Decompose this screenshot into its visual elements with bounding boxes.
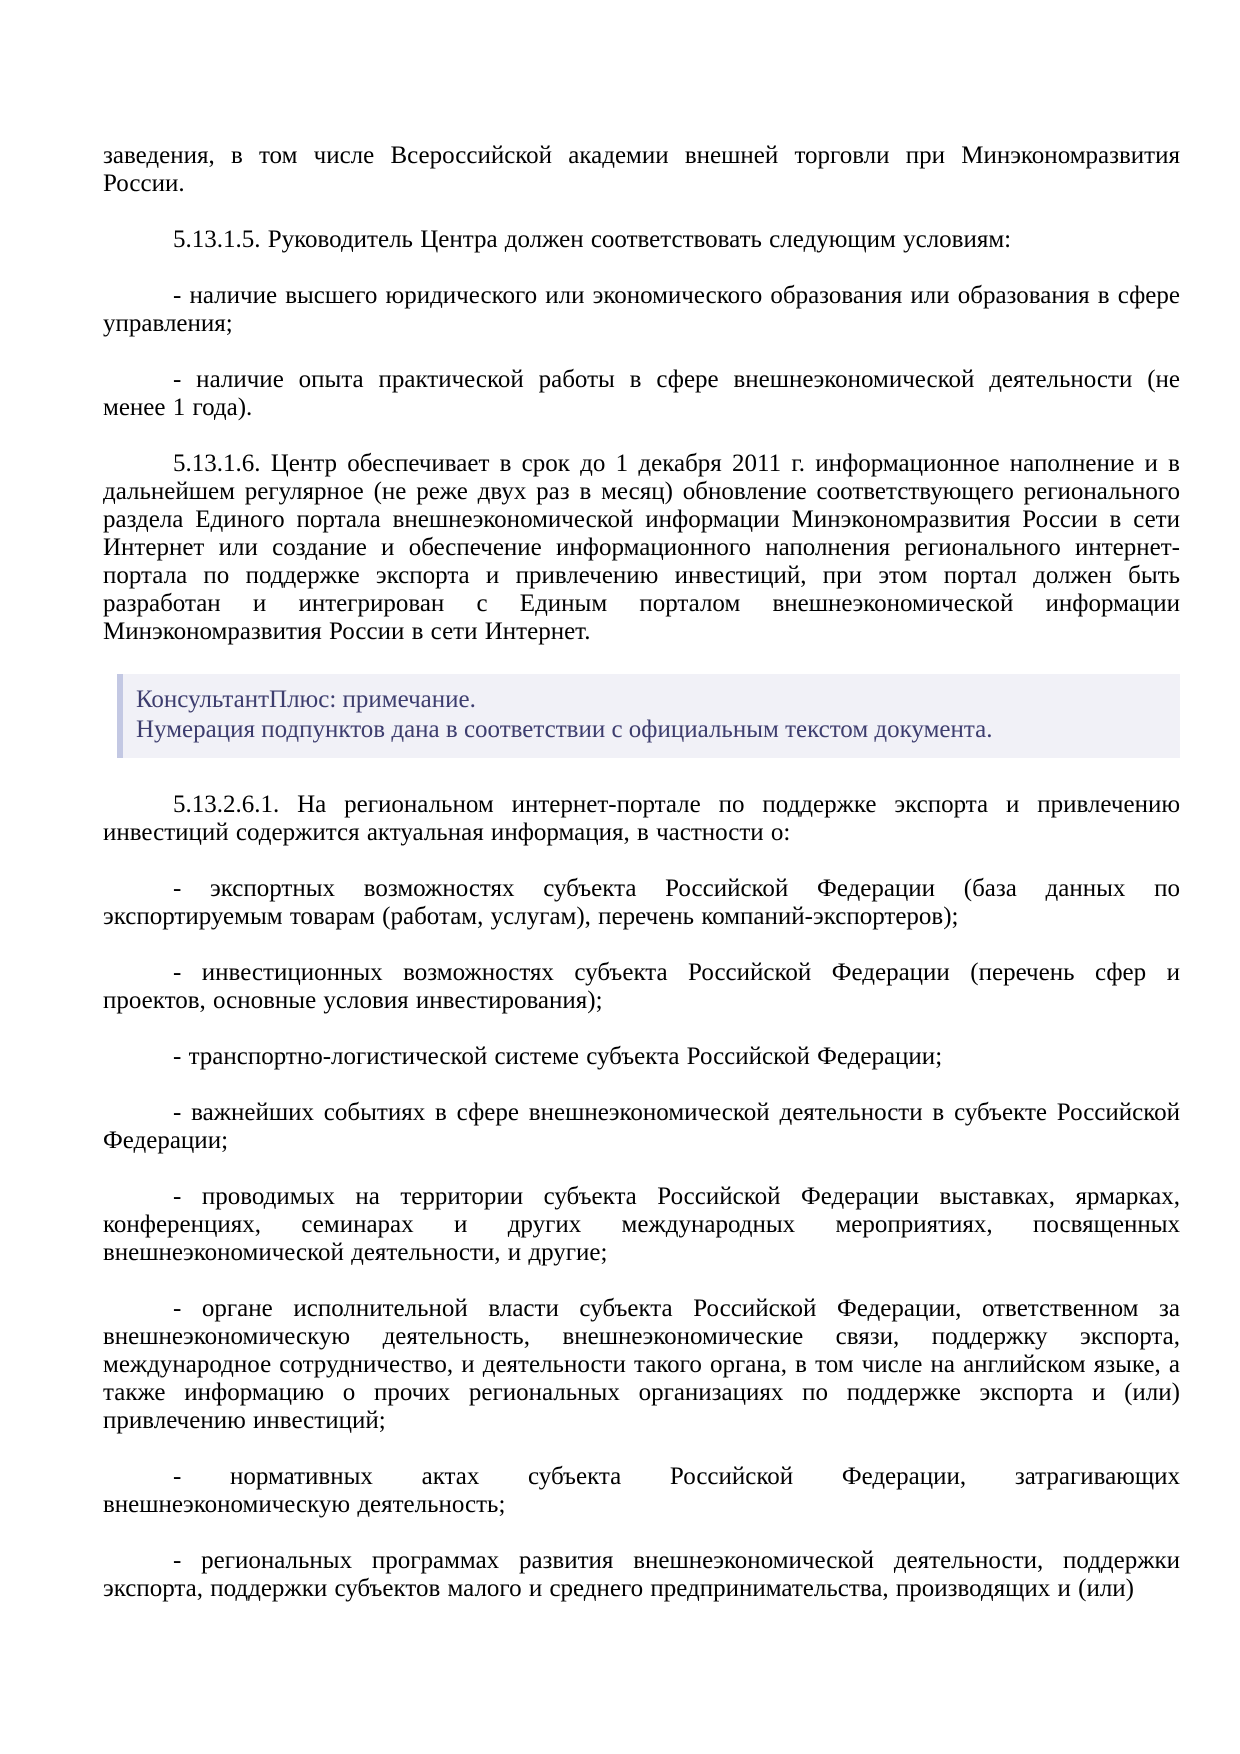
paragraph-list-item: - экспортных возможностях субъекта Российской Федерации (база данных по экспортируемым товарам (работам, услугам), перечень компаний-экспортеров); [103,875,1180,930]
paragraph-continuation: заведения, в том числе Всероссийской академии внешней торговли при Минэкономразвития России. [103,142,1180,197]
paragraph-5-13-1-5: 5.13.1.5. Руководитель Центра должен соответствовать следующим условиям: [173,226,1012,253]
paragraph-5-13-2-6-1: 5.13.2.6.1. На региональном интернет-портале по поддержке экспорта и привлечению инвестиций содержится актуальная информация, в частности о: [103,791,1180,846]
paragraph-list-item: - инвестиционных возможностях субъекта Российской Федерации (перечень сфер и проектов, основные условия инвестирования); [103,959,1180,1014]
paragraph-list-item: - наличие опыта практической работы в сфере внешнеэкономической деятельности (не менее 1 года). [103,366,1180,421]
document-body [103,142,1180,1603]
consultant-plus-note-box [117,674,1180,758]
paragraph-list-item: - проводимых на территории субъекта Российской Федерации выставках, ярмарках, конференциях, семинарах и других международных мероприятиях, посвященных внешнеэкономической деятельности, и другие; [103,1183,1180,1266]
paragraph-list-item-truncated: - региональных программах развития внешнеэкономической деятельности, поддержки экспорта, поддержки субъектов малого и среднего предпринимательства, производящих и (или) [103,1547,1180,1602]
paragraph-list-item: - органе исполнительной власти субъекта Российской Федерации, ответственном за внешнеэкономическую деятельность, внешнеэкономические связи, поддержку экспорта, международное сотрудничество, и деятельности такого органа, в том числе на английском языке, а также информацию о прочих региональных организациях по поддержке экспорта и (или) привлечению инвестиций; [103,1295,1180,1434]
paragraph-5-13-1-6: 5.13.1.6. Центр обеспечивает в срок до 1 декабря 2011 г. информационное наполнение и в дальнейшем регулярное (не реже двух раз в месяц) обновление соответствующего регионального раздела Единого портала внешнеэкономической информации Минэкономразвития России в сети Интернет или создание и обеспечение информационного наполнения регионального интернет-портала по поддержке экспорта и привлечению инвестиций, при этом портал должен быть разработан и интегрирован с Единым порталом внешнеэкономической информации Минэкономразвития России в сети Интернет. [103,450,1180,645]
paragraph-list-item: - наличие высшего юридического или экономического образования или образования в сфере управления; [103,282,1180,337]
paragraph-list-item: - важнейших событиях в сфере внешнеэкономической деятельности в субъекте Российской Федерации; [103,1099,1180,1154]
note-title: КонсультантПлюс: примечание. [136,686,476,713]
note-body: Нумерация подпунктов дана в соответствии с официальным текстом документа. [136,716,993,743]
paragraph-list-item: - транспортно-логистической системе субъекта Российской Федерации; [173,1043,943,1070]
paragraph-list-item: - нормативных актах субъекта Российской Федерации, затрагивающих внешнеэкономическую деятельность; [103,1463,1180,1518]
